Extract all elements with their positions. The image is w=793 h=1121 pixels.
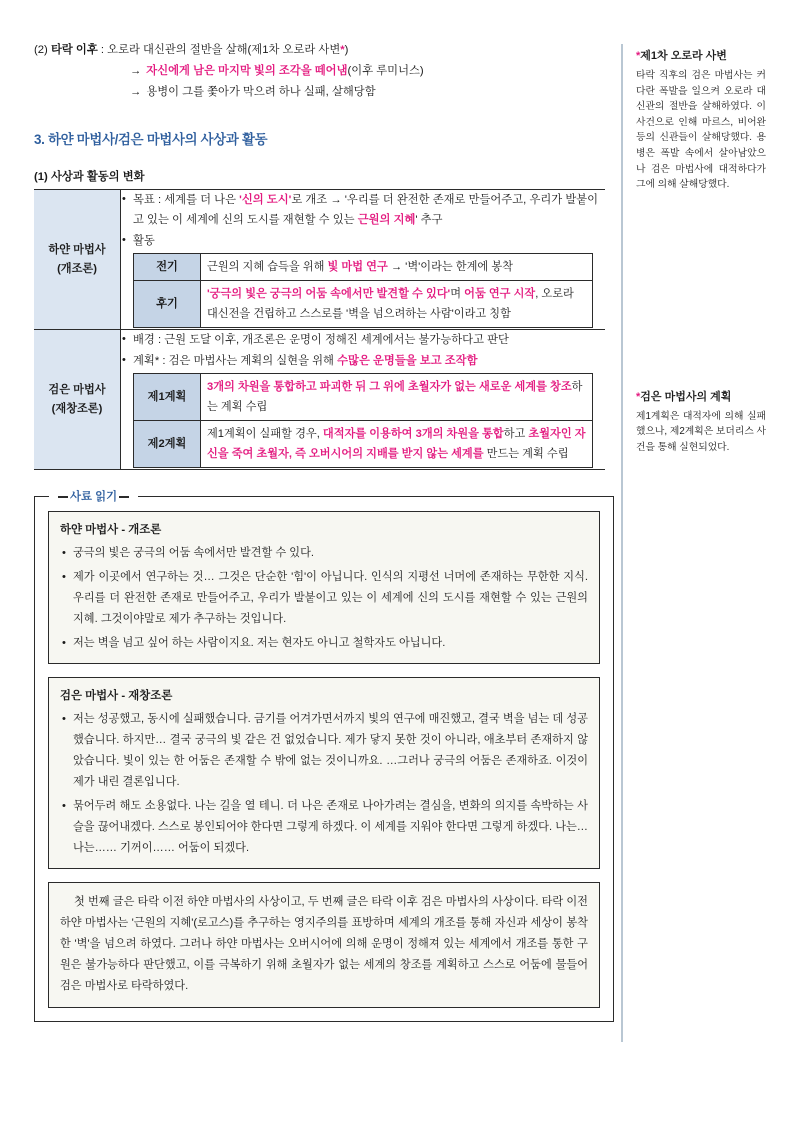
plan-value-1: [201, 374, 593, 421]
list-item: • 묶어두려 해도 소용없다. 나는 길을 열 테니. 더 나은 존재로 나아가려는 결심을, 변화의 의지를 속박하는 사슬을 끊어내겠다. 스스로 봉인되어야 한다면 그렇게 하겠다. 이 세계를 지워야 한다면 그렇게 하겠다. 나는… 나는…… 기꺼이…… 어둠이 되겠다.: [60, 796, 588, 859]
main-content-column: [34, 40, 614, 1022]
bullet-prefix: 목표 : 세계를 더 나은: [133, 194, 240, 206]
quote-card-title: 하얀 마법사 - 개조론: [60, 524, 162, 536]
margin-note-spacer: [636, 193, 766, 389]
list-item: • 제가 이곳에서 연구하는 것… 그것은 단순한 '힘'이 아닙니다. 인식의 지평선 너머에 존재하는 무한한 지식. 우리를 더 완전한 존재로 만들어주고, 우리가 발붙이고 있는 이 세계에 신의 도시를 재현할 수 있는 근원의 지혜. 그것이야말로 제가 추구하는 것입니다.: [60, 567, 588, 630]
phase-key-late: 후기: [134, 281, 201, 328]
section-2-arrow-line-2: [34, 82, 614, 103]
quote-list: [60, 543, 588, 654]
seg-highlight: '궁극의 빛은 궁극의 어둠 속에서만 발견할 수 있다': [207, 288, 451, 300]
bullet-prefix: 활동: [133, 235, 155, 247]
row-body-black-mage: [121, 330, 606, 470]
margin-notes-column: [636, 48, 766, 456]
plan-key-2: 제2계획: [134, 421, 201, 468]
legend-dash-left-icon: [58, 496, 68, 497]
row-label-sub: (개조론): [57, 262, 97, 275]
section-2-title: 타락 이후: [50, 44, 98, 56]
row-label-sub: (재창조론): [51, 402, 103, 415]
list-item: [121, 190, 605, 230]
seg: 만드는 계획 수립: [483, 448, 569, 460]
section-2-tail: ): [344, 44, 349, 56]
table-row: [34, 190, 605, 330]
section-2-arrow-line-1: [34, 61, 614, 82]
margin-note-title-text: 제1차 오로라 사변: [640, 50, 727, 62]
margin-note-black-mage-plan: [636, 389, 766, 456]
plan-value-2: [201, 421, 593, 468]
row-body-white-mage: [121, 190, 606, 330]
margin-note-title: [636, 48, 766, 65]
bullet-highlight-1: 수많은 운명들을 보고 조작함: [337, 355, 478, 367]
table-row: [34, 330, 605, 470]
row-label-white-mage: [34, 190, 121, 330]
list-item: [121, 351, 605, 371]
seg-highlight: 어둠 연구 시작: [464, 288, 536, 300]
white-mage-bullets: [121, 190, 605, 251]
margin-divider-rule: [621, 44, 623, 1042]
phase-key-early: 전기: [134, 254, 201, 281]
plan-key-1: 제1계획: [134, 374, 201, 421]
table-row: [134, 374, 593, 421]
list-item: • 저는 성공했고, 동시에 실패했습니다. 금기를 어겨가면서까지 빛의 연구에 매진했고, 결국 벽을 넘는 데 성공했습니다. 하지만… 결국 궁극의 빛 같은 건 없었습니다. 제가 닿지 못한 것이 아니라, 애초부터 존재하지 않았습니다. 빛이 있는 한 어둠은 존재할 수 밖에 없는 것이니까요. …그러나 궁극의 어둠은 존재하죠. 이것이 제가 내린 결론입니다.: [60, 709, 588, 793]
source-reading-legend: [49, 488, 138, 504]
arrow-line-1-highlight: 자신에게 남은 마지막 빛의 조각을 떼어냄: [146, 65, 348, 77]
section-2-colon: :: [97, 44, 108, 56]
seg: 하는 계획 수립: [207, 381, 583, 413]
bullet-highlight-1: '신의 도시': [239, 194, 292, 206]
legend-dash-right-icon: [119, 496, 129, 497]
table-row: [134, 254, 593, 281]
seg-highlight: 빛 마법 연구: [327, 261, 388, 273]
quote-card-title: 검은 마법사 - 재창조론: [60, 690, 173, 702]
phase-value-early: [201, 254, 593, 281]
bullet-prefix: 계획* : 검은 마법사는 계획의 실현을 위해: [133, 355, 338, 367]
margin-note-title: [636, 389, 766, 406]
phase-value-late: [201, 281, 593, 328]
bullet-prefix: 배경 : 근원 도달 이후, 개조론은 운명이 정해진 세계에서는 불가능하다고 판단: [133, 334, 509, 346]
arrow-line-1-rest: (이후 루미너스): [347, 65, 424, 77]
seg-highlight: 3개의 차원을 통합하고 파괴한 뒤 그 위에 초월자가 없는 새로운 세계를 창조: [207, 381, 572, 393]
arrow-icon: →: [130, 65, 142, 77]
quote-list: [60, 709, 588, 859]
bullet-highlight-2: 근원의 지혜: [357, 214, 416, 226]
list-item: • 저는 벽을 넘고 싶어 하는 사람이지요. 저는 현자도 아니고 철학자도 아닙니다.: [60, 633, 588, 654]
margin-note-body: 타락 직후의 검은 마법사는 커다란 폭발을 일으켜 오로라 대신관의 절반을 살해하였다. 이 사건으로 인해 마르스, 비어완 등의 신관들이 살해당했다. 용병은 폭발 속에서 살아남았으나 검은 마법사에 대적하다가 그에 의해 살해당했다.: [636, 70, 766, 191]
section-2-line: [34, 40, 614, 61]
row-label-main: 검은 마법사: [48, 383, 106, 396]
list-item: • 궁극의 빛은 궁극의 어둠 속에서만 발견할 수 있다.: [60, 543, 588, 564]
list-item: [121, 330, 605, 350]
arrow-line-2-text: 용병이 그를 쫓아가 막으려 하나 실패, 살해당함: [146, 86, 376, 98]
source-summary-card: [48, 882, 600, 1008]
margin-note-body: 제1계획은 대적자에 의해 실패했으나, 제2계획은 보더리스 사건을 통해 실현되었다.: [636, 410, 766, 453]
seg: → '벽'이라는 한계에 봉착: [387, 261, 513, 273]
seg: 제1계획이 실패할 경우,: [207, 428, 323, 440]
table-row: [134, 421, 593, 468]
seg-highlight: 초월자인 자신을 죽여 초월자, 즉 오버시어의 지배를 받지 않는 세계를: [207, 428, 586, 460]
footnote-star-1: *: [340, 44, 345, 56]
quote-card-white-mage: [48, 511, 600, 664]
source-reading-box: [34, 491, 614, 1022]
list-item: [121, 231, 605, 251]
source-reading-legend-label: 사료 읽기: [70, 491, 118, 503]
white-mage-phase-table: [133, 253, 593, 328]
ideology-activity-table: [34, 189, 605, 470]
bullet-mid-2: ' 추구: [415, 214, 443, 226]
arrow-icon: →: [130, 86, 142, 98]
seg-highlight: 대적자를 이용하여 3개의 차원을 통합: [322, 428, 504, 440]
subheading-1: (1) 사상과 활동의 변화: [34, 171, 145, 183]
seg: 근원의 지혜 습득을 위해: [207, 261, 328, 273]
row-label-main: 하얀 마법사: [48, 243, 106, 256]
seg: 며: [450, 288, 465, 300]
bullet-mid-1: 로 개조 → '우리를 더 완전한 존재로 만들어주고, 우리가 발붙이고 있는 이 세계에 신의 도시를 재현할 수 있는: [133, 194, 599, 226]
footnote-star-icon: *: [636, 390, 641, 403]
source-summary-text: 첫 번째 글은 타락 이전 하얀 마법사의 사상이고, 두 번째 글은 타락 이후 검은 마법사의 사상이다. 타락 이전 하얀 마법사는 '근원의 지혜'(로고스)를 추구하는 영지주의를 표방하며 세계의 개조를 통해 자신과 세상이 봉착한 '벽'을 넘으려 하였다. 그러나 하얀 마법사는 오버시어에 의해 운명이 정해져 있는 세계에서 개조를 통한 구원은 불가능하다 판단했고, 이를 극복하기 위해 초월자가 없는 세계의 창조를 계획하고 스스로 어둠에 물들어 검은 마법사로 타락하였다.: [60, 896, 588, 992]
quote-card-black-mage: [48, 677, 600, 869]
margin-note-aurora-incident: [636, 48, 766, 193]
table-row: [134, 281, 593, 328]
margin-note-title-text: 검은 마법사의 계획: [640, 390, 732, 403]
footnote-star-icon: *: [636, 50, 641, 62]
row-label-black-mage: [34, 330, 121, 470]
page-heading-3: 3. 하얀 마법사/검은 마법사의 사상과 활동: [34, 132, 268, 147]
black-mage-plan-table: [133, 373, 593, 468]
black-mage-bullets: [121, 330, 605, 371]
seg: 하고: [503, 428, 529, 440]
section-2-text: 오로라 대신관의 절반을 살해(제1차 오로라 사변: [107, 44, 341, 56]
seg: , 오로라 대신전을 건립하고 스스로를 '벽을 넘으려하는 사람'이라고 칭함: [207, 288, 574, 320]
section-2-number: (2): [34, 44, 48, 56]
